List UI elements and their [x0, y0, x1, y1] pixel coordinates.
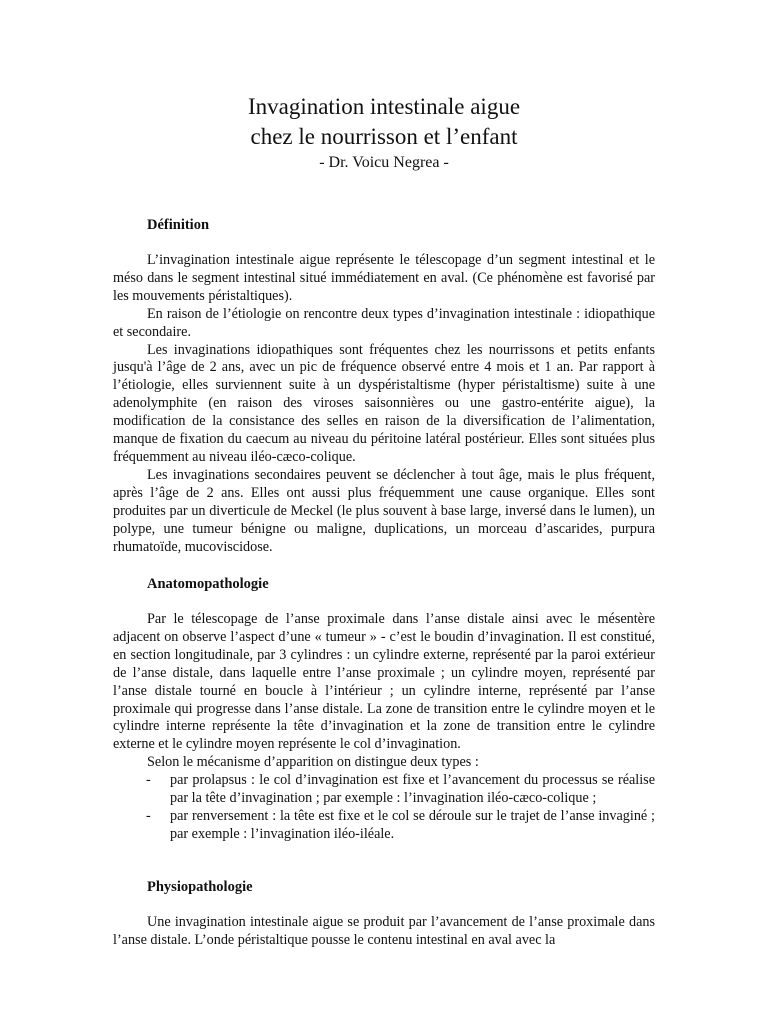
heading-anatomopathologie: Anatomopathologie	[147, 576, 269, 592]
list-marker: -	[146, 772, 151, 789]
document-title-line-2: chez le nourrisson et l’enfant	[250, 124, 518, 149]
heading-definition: Définition	[147, 217, 210, 233]
physiopathologie-section	[113, 914, 655, 950]
list-item-text: par prolapsus : le col d’invagination est fixe et l’avancement du processus se réalise par la tête d’invagination ; par exemple : l’invagination iléo-cæco-colique ;	[170, 772, 655, 807]
title-block	[0, 92, 768, 174]
anatomo-paragraph-1: Par le télescopage de l’anse proximale dans l’anse distale ainsi avec le mésentère adjacent on observe l’aspect d’une « tumeur » - c’est le boudin d’invagination. Il est constitué, en section longitudinale, par 3 cylindres : un cylindre externe, représenté par la paroi extérieur de l’anse distale, dans laquelle entre l’anse proximale ; un cylindre moyen, représenté par l’anse distale tourné en boucle à l’intérieur ; un cylindre interne, représenté par l’anse proximale qui progresse dans l’anse distale. La zone de transition entre le cylindre moyen et le cylindre interne représente la tête d’invagination et la zone de transition entre le cylindre externe et le cylindre moyen représente le col d’invagination.	[113, 611, 655, 753]
list-item-text: par renversement : la tête est fixe et le col se déroule sur le trajet de l’anse invaginé ; par exemple : l’invagination iléo-iléale.	[170, 807, 655, 842]
definition-section	[113, 252, 655, 556]
physio-paragraph-1: Une invagination intestinale aigue se produit par l’avancement de l’anse proximale dans l’anse distale. L’onde péristaltique pousse le contenu intestinal en aval avec la	[113, 914, 655, 948]
anatomo-paragraph-2: Selon le mécanisme d’apparition on distingue deux types :	[147, 754, 479, 771]
definition-paragraph-4: Les invaginations secondaires peuvent se déclencher à tout âge, mais le plus fréquent, après l’âge de 2 ans. Elles ont aussi plus fréquemment une cause organique. Elles sont produites par un diverticule de Meckel (le plus souvent à base large, inversé dans le lumen), un polype, une tumeur bénigne ou maligne, duplications, un morceau d’ascarides, purpura rhumatoïde, mucoviscidose.	[113, 466, 655, 555]
definition-paragraph-1: L’invagination intestinale aigue représente le télescopage d’un segment intestinal et le méso dans le segment intestinal situé immédiatement en aval. (Ce phénomène est favorisé par les mouvements péristaltiques).	[113, 252, 655, 304]
definition-paragraph-2: En raison de l’étiologie on rencontre deux types d’invagination intestinale : idiopathique et secondaire.	[113, 305, 655, 340]
list-item	[113, 808, 655, 844]
list-marker: -	[146, 807, 151, 824]
anatomo-types-list	[113, 772, 655, 844]
anatomopathologie-section	[113, 611, 655, 844]
heading-physiopathologie: Physiopathologie	[147, 879, 253, 895]
document-author: - Dr. Voicu Negrea -	[319, 154, 449, 171]
document-title-line-1: Invagination intestinale aigue	[247, 94, 521, 119]
definition-paragraph-3: Les invaginations idiopathiques sont fréquentes chez les nourrissons et petits enfants jusqu'à l’âge de 2 ans, avec un pic de fréquence observé entre 4 mois et 1 an. Par rapport à l’étiologie, elles surviennent suite à un dyspéristaltisme (hyper péristaltisme) suite à une adenolymphite (en raison des viroses saisonnières ou une gastro-entérite aigue), la modification de la consistance des selles en raison de la diversification de l’alimentation, manque de fixation du caecum au niveau du péritoine latéral postérieur. Elles sont situées plus fréquemment au niveau iléo-cæco-colique.	[113, 341, 655, 465]
list-item	[113, 772, 655, 808]
